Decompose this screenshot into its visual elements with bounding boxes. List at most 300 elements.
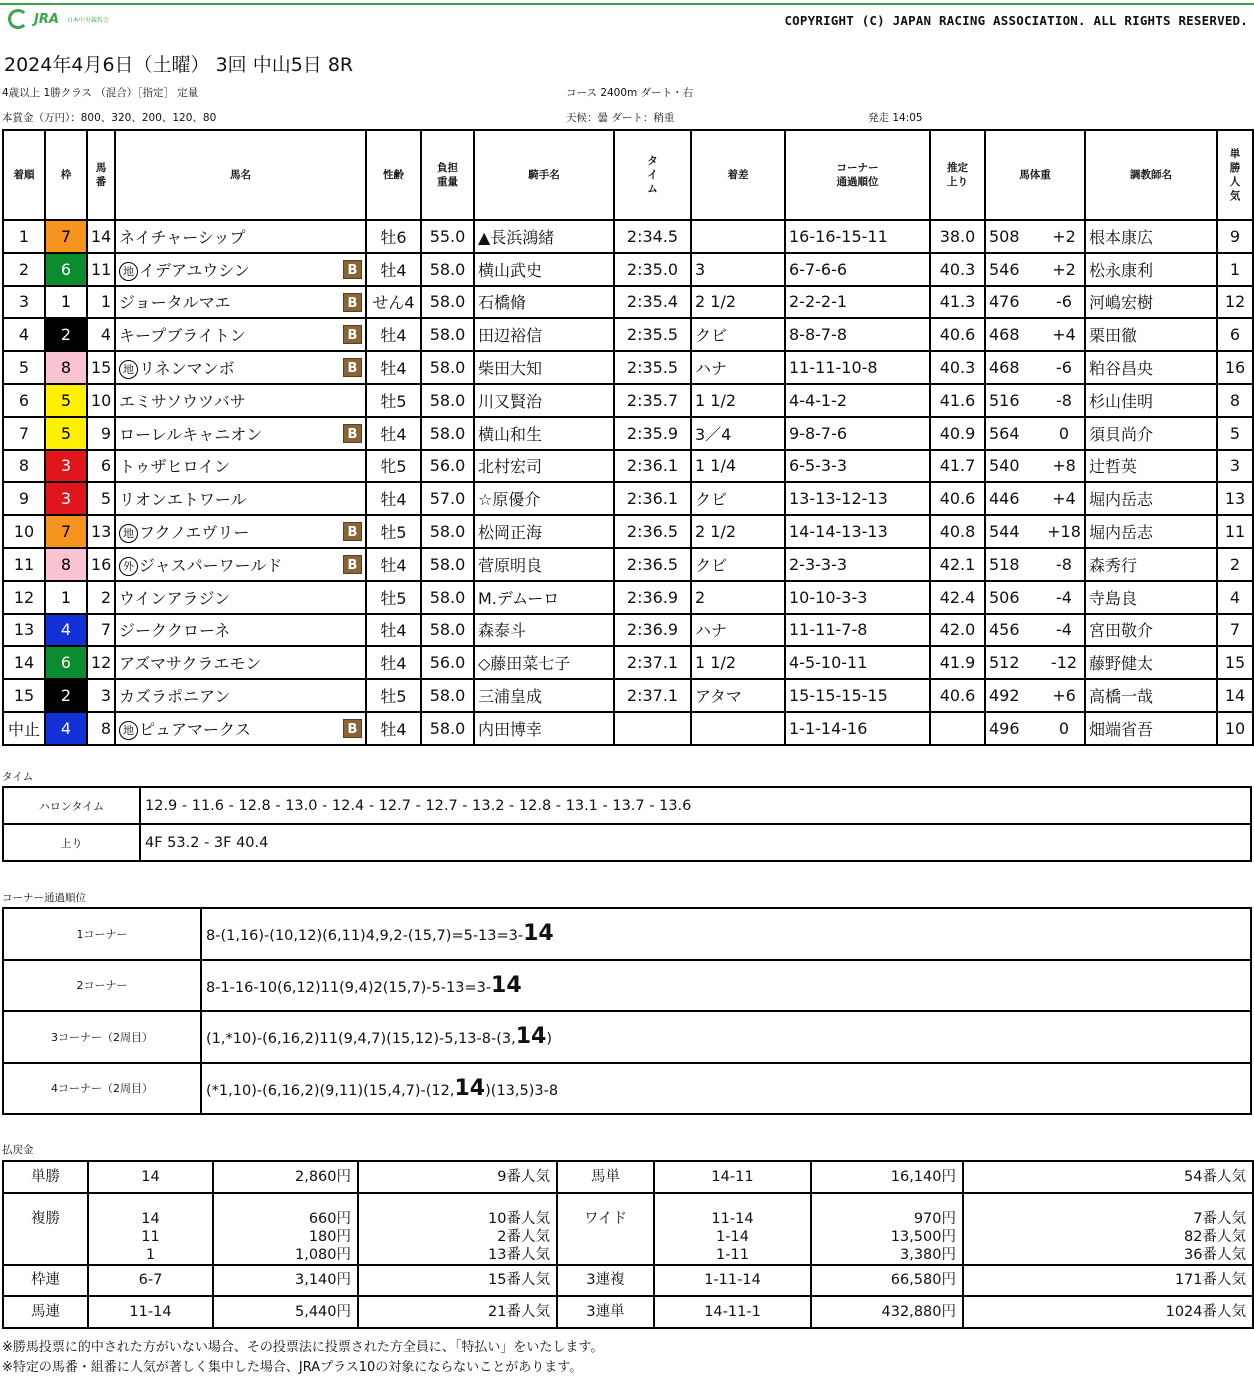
payout-row-3 (3, 1265, 1253, 1297)
waku-cell: 8 (45, 548, 87, 581)
payout-row-4 (3, 1296, 1253, 1328)
sex-age-cell: 牡4 (366, 417, 421, 450)
body-weight-cell (985, 712, 1085, 745)
body-weight-values (989, 424, 1081, 443)
jra-logo-icon (8, 9, 28, 29)
waku-cell: 1 (45, 286, 87, 319)
blinker-icon: B (343, 260, 362, 279)
horse-name: リオンエトワール (119, 490, 247, 510)
last3f-cell: 41.9 (930, 646, 985, 679)
result-row (3, 450, 1253, 483)
trainer-cell: 高橋一哉 (1085, 679, 1217, 712)
last-times: 4F 53.2 - 3F 40.4 (140, 824, 1251, 861)
waku-cell: 3 (45, 482, 87, 515)
body-weight-cell (985, 384, 1085, 417)
payout-notes (2, 1338, 603, 1378)
body-weight-values (989, 292, 1081, 311)
sex-age-cell: 牡4 (366, 253, 421, 286)
furlong-row (3, 787, 1251, 824)
body-weight-diff: +4 (1052, 325, 1076, 345)
body-weight-cell (985, 253, 1085, 286)
corner-cell: 6-5-3-3 (785, 450, 930, 483)
wide-amount: 13,500円 (890, 1228, 956, 1245)
result-row (3, 253, 1253, 286)
horse-name-cell (115, 351, 366, 384)
corner-label: 2コーナー (3, 960, 201, 1012)
horse-name-cell (115, 679, 366, 712)
wide-combo: 1-14 (716, 1228, 749, 1245)
last-label: 上り (3, 824, 140, 861)
weight-cell: 58.0 (421, 515, 474, 548)
body-weight-cell (985, 515, 1085, 548)
body-weight: 468 (989, 358, 1020, 378)
col-name: 馬名 (115, 130, 366, 220)
margin-cell: 2 (691, 581, 785, 614)
last3f-cell: 42.0 (930, 614, 985, 647)
fukusho-pop: 10番人気 (488, 1210, 550, 1227)
blinker-icon: B (343, 325, 362, 344)
blinker-icon: B (343, 424, 362, 443)
horse-number-cell: 12 (87, 646, 115, 679)
last3f-cell: 42.1 (930, 548, 985, 581)
sex-age-cell: 牡5 (366, 384, 421, 417)
jockey-cell: 菅原明良 (474, 548, 614, 581)
waku-cell: 5 (45, 417, 87, 450)
header-bar (0, 0, 1254, 40)
rank-cell: 15 (3, 679, 45, 712)
body-weight: 496 (989, 718, 1020, 738)
horse-number-cell: 15 (87, 351, 115, 384)
result-row (3, 515, 1253, 548)
weight-cell: 58.0 (421, 679, 474, 712)
body-weight-cell (985, 679, 1085, 712)
umatan-amount: 16,140円 (811, 1161, 963, 1193)
body-weight-values (989, 522, 1081, 541)
result-row (3, 351, 1253, 384)
body-weight-cell (985, 318, 1085, 351)
sanrenpuku-amount: 66,580円 (811, 1265, 963, 1297)
trainer-cell: 杉山佳明 (1085, 384, 1217, 417)
time-cell: 2:36.1 (614, 450, 691, 483)
trainer-cell: 宮田敬介 (1085, 614, 1217, 647)
horse-number-cell: 16 (87, 548, 115, 581)
furlong-label: ハロンタイム (3, 787, 140, 824)
time-cell: 2:36.5 (614, 515, 691, 548)
time-cell: 2:36.1 (614, 482, 691, 515)
copyright-notice: COPYRIGHT (C) JAPAN RACING ASSOCIATION. ALL RIGHTS RESERVED. (784, 13, 1248, 28)
winner-highlight: 14 (523, 921, 554, 947)
time-table (2, 786, 1252, 862)
body-weight: 492 (989, 686, 1020, 706)
rank-cell: 13 (3, 614, 45, 647)
result-row (3, 384, 1253, 417)
umaren-combo: 11-14 (88, 1296, 213, 1328)
weight-cell: 58.0 (421, 351, 474, 384)
rank-cell: 3 (3, 286, 45, 319)
body-weight-diff: +18 (1047, 522, 1081, 542)
body-weight-diff: +2 (1052, 226, 1076, 246)
horse-name: ピュアマークス (139, 719, 251, 739)
trainer-cell: 堀内岳志 (1085, 515, 1217, 548)
jockey-cell: 森泰斗 (474, 614, 614, 647)
sex-age-cell: 牡4 (366, 712, 421, 745)
corner-order-text: (1,*10)-(6,16,2)11(9,4,7)(15,12)-5,13-8-(3, (206, 1031, 516, 1048)
corner-cell: 14-14-13-13 (785, 515, 930, 548)
body-weight-cell (985, 220, 1085, 253)
horse-number-cell: 2 (87, 581, 115, 614)
weight-cell: 58.0 (421, 253, 474, 286)
weight-cell: 58.0 (421, 548, 474, 581)
col-num: 馬 番 (87, 130, 115, 220)
time-cell: 2:36.9 (614, 581, 691, 614)
sanrentan-combo: 14-11-1 (654, 1296, 811, 1328)
popularity-cell: 11 (1217, 515, 1253, 548)
wakuren-label: 枠連 (3, 1265, 88, 1297)
sex-age-cell: 牡5 (366, 581, 421, 614)
body-weight-diff: -6 (1056, 358, 1072, 378)
body-weight: 506 (989, 587, 1020, 607)
wide-pop: 36番人気 (1184, 1246, 1246, 1263)
logo-text: JRA (34, 11, 59, 27)
corner-row (3, 1011, 1251, 1063)
weight-cell: 58.0 (421, 581, 474, 614)
col-rank: 着順 (3, 130, 45, 220)
trainer-cell: 辻哲英 (1085, 450, 1217, 483)
waku-cell: 8 (45, 351, 87, 384)
col-bodyweight: 馬体重 (985, 130, 1085, 220)
sex-age-cell: 牡4 (366, 482, 421, 515)
margin-cell: 3／4 (691, 417, 785, 450)
margin-cell (691, 712, 785, 745)
popularity-cell: 13 (1217, 482, 1253, 515)
horse-name-cell (115, 515, 366, 548)
blinker-icon: B (343, 719, 362, 738)
rank-cell: 12 (3, 581, 45, 614)
corner-order-text: )(13,5)3-8 (485, 1082, 559, 1099)
horse-number-cell: 6 (87, 450, 115, 483)
winner-highlight: 14 (454, 1075, 486, 1101)
corner-cell: 2-3-3-3 (785, 548, 930, 581)
umatan-combo: 14-11 (654, 1161, 811, 1193)
result-row (3, 220, 1253, 253)
body-weight-diff: +8 (1052, 456, 1076, 476)
horse-name: フクノエヴリー (139, 523, 250, 543)
winner-highlight: 14 (515, 1024, 547, 1050)
jockey-cell: 横山武史 (474, 253, 614, 286)
jockey-cell: ▲長浜鴻緒 (474, 220, 614, 253)
origin-mark: 地 (119, 360, 138, 379)
horse-name: トゥザヒロイン (119, 457, 231, 477)
body-weight: 468 (989, 325, 1020, 345)
corner-cell: 4-4-1-2 (785, 384, 930, 417)
body-weight-diff: -4 (1056, 587, 1072, 607)
last3f-cell: 38.0 (930, 220, 985, 253)
margin-cell: 3 (691, 253, 785, 286)
sanrentan-label: 3連単 (557, 1296, 654, 1328)
horse-name-cell (115, 482, 366, 515)
rank-cell: 5 (3, 351, 45, 384)
result-row (3, 614, 1253, 647)
time-cell: 2:37.1 (614, 646, 691, 679)
winner-highlight: 14 (491, 972, 522, 998)
popularity-cell: 7 (1217, 614, 1253, 647)
horse-name-cell (115, 417, 366, 450)
margin-cell: クビ (691, 482, 785, 515)
rank-cell: 10 (3, 515, 45, 548)
fukusho-combo: 14 (141, 1210, 160, 1227)
popularity-cell: 1 (1217, 253, 1253, 286)
waku-cell: 5 (45, 384, 87, 417)
trainer-cell: 堀内岳志 (1085, 482, 1217, 515)
jockey-cell: 柴田大知 (474, 351, 614, 384)
fukusho-pop: 13番人気 (488, 1246, 550, 1263)
horse-number-cell: 9 (87, 417, 115, 450)
body-weight-diff: +2 (1052, 259, 1076, 279)
col-trainer: 調教師名 (1085, 130, 1217, 220)
horse-name-cell (115, 253, 366, 286)
body-weight-cell (985, 581, 1085, 614)
jra-logo (8, 9, 109, 29)
weight-cell: 58.0 (421, 417, 474, 450)
horse-number-cell: 1 (87, 286, 115, 319)
corner-order (201, 1011, 1251, 1063)
tansho-amount: 2,860円 (213, 1161, 358, 1193)
trainer-cell: 藤野健太 (1085, 646, 1217, 679)
jockey-cell: 内田博幸 (474, 712, 614, 745)
corner-label: 4コーナー（2周目） (3, 1063, 201, 1115)
horse-name: ネイチャーシップ (119, 227, 246, 247)
horse-name-cell (115, 220, 366, 253)
corner-order (201, 960, 1251, 1012)
horse-name: イデアユウシン (139, 260, 250, 280)
fukusho-pop: 2番人気 (497, 1228, 550, 1245)
blinker-icon: B (343, 358, 362, 377)
time-cell: 2:34.5 (614, 220, 691, 253)
wide-combo: 1-11 (716, 1246, 749, 1263)
sex-age-cell: 牡5 (366, 515, 421, 548)
jockey-cell: 田辺裕信 (474, 318, 614, 351)
horse-name: ウインアラジン (119, 588, 231, 608)
wide-pops (963, 1193, 1253, 1265)
sex-age-cell: 牡6 (366, 220, 421, 253)
body-weight-cell (985, 614, 1085, 647)
col-sexage: 性齢 (366, 130, 421, 220)
corner-cell: 11-11-7-8 (785, 614, 930, 647)
sanrentan-amount: 432,880円 (811, 1296, 963, 1328)
horse-number-cell: 14 (87, 220, 115, 253)
waku-cell: 4 (45, 712, 87, 745)
trainer-cell: 根本康広 (1085, 220, 1217, 253)
body-weight-diff: 0 (1058, 423, 1070, 443)
wide-label: ワイド (557, 1193, 654, 1265)
time-cell: 2:35.7 (614, 384, 691, 417)
trainer-cell: 松永康利 (1085, 253, 1217, 286)
time-cell: 2:37.1 (614, 679, 691, 712)
last3f-cell: 40.9 (930, 417, 985, 450)
fukusho-combos (88, 1193, 213, 1265)
popularity-cell: 12 (1217, 286, 1253, 319)
horse-number-cell: 10 (87, 384, 115, 417)
body-weight: 512 (989, 653, 1020, 673)
waku-cell: 6 (45, 646, 87, 679)
horse-name: エミサソウツバサ (119, 391, 246, 411)
waku-cell: 1 (45, 581, 87, 614)
trainer-cell: 森秀行 (1085, 548, 1217, 581)
col-margin: 着差 (691, 130, 785, 220)
jockey-cell: 北村宏司 (474, 450, 614, 483)
corner-order-text: (*1,10)-(6,16,2)(9,11)(15,4,7)-(12, (206, 1082, 455, 1099)
margin-cell: ハナ (691, 351, 785, 384)
result-row (3, 482, 1253, 515)
last3f-cell: 41.6 (930, 384, 985, 417)
horse-number-cell: 8 (87, 712, 115, 745)
corner-label: 3コーナー（2周目） (3, 1011, 201, 1063)
payout-row-2 (3, 1193, 1253, 1265)
margin-cell: ハナ (691, 614, 785, 647)
result-row (3, 286, 1253, 319)
horse-number-cell: 3 (87, 679, 115, 712)
sanrenpuku-pop: 171番人気 (963, 1265, 1253, 1297)
body-weight-values (989, 456, 1081, 475)
horse-name-cell (115, 286, 366, 319)
corner-cell: 16-16-15-11 (785, 220, 930, 253)
horse-name: リネンマンボ (139, 359, 235, 379)
wakuren-pop: 15番人気 (358, 1265, 557, 1297)
trainer-cell: 粕谷昌央 (1085, 351, 1217, 384)
sex-age-cell: 牡4 (366, 548, 421, 581)
col-waku: 枠 (45, 130, 87, 220)
time-cell: 2:35.0 (614, 253, 691, 286)
origin-mark: 地 (119, 721, 138, 740)
body-weight-diff: -6 (1056, 292, 1072, 312)
wide-combos (654, 1193, 811, 1265)
trainer-cell: 須貝尚介 (1085, 417, 1217, 450)
corner-order-text: 8-1-16-10(6,12)11(9,4)2(15,7)-5-13=3- (206, 979, 492, 996)
sanrenpuku-label: 3連複 (557, 1265, 654, 1297)
trainer-cell: 畑端省吾 (1085, 712, 1217, 745)
race-condition: 4歳以上 1勝クラス （混合）［指定］ 定量 (2, 87, 199, 99)
origin-mark: 外 (119, 557, 138, 576)
last3f-cell: 41.3 (930, 286, 985, 319)
popularity-cell: 15 (1217, 646, 1253, 679)
trainer-cell: 栗田徹 (1085, 318, 1217, 351)
body-weight-diff: -12 (1050, 653, 1078, 673)
body-weight-values (989, 686, 1081, 705)
time-cell: 2:35.4 (614, 286, 691, 319)
popularity-cell: 14 (1217, 679, 1253, 712)
result-row (3, 581, 1253, 614)
result-row (3, 548, 1253, 581)
margin-cell: クビ (691, 318, 785, 351)
horse-number-cell: 4 (87, 318, 115, 351)
waku-cell: 3 (45, 450, 87, 483)
race-weather: 天候：曇 ダート：稍重 (566, 112, 675, 124)
weight-cell: 58.0 (421, 318, 474, 351)
horse-number-cell: 7 (87, 614, 115, 647)
payout-section-label: 払戻金 (2, 1144, 34, 1156)
note-line: ※特定の馬番・組番に人気が著しく集中した場合、JRAプラス10の対象にならないことがあります。 (2, 1360, 583, 1375)
header-divider (0, 3, 1254, 5)
sex-age-cell: 牡4 (366, 614, 421, 647)
rank-cell: 2 (3, 253, 45, 286)
body-weight: 544 (989, 522, 1020, 542)
rank-cell: 中止 (3, 712, 45, 745)
time-cell: 2:36.5 (614, 548, 691, 581)
horse-name: アズマサクラエモン (119, 654, 262, 674)
horse-name: カズラポニアン (119, 687, 231, 707)
col-last3f: 推定 上り (930, 130, 985, 220)
body-weight-values (989, 555, 1081, 574)
horse-name-cell (115, 318, 366, 351)
corner-row (3, 960, 1251, 1012)
body-weight-values (989, 260, 1081, 279)
sanrentan-pop: 1024番人気 (963, 1296, 1253, 1328)
jockey-cell: 石橋脩 (474, 286, 614, 319)
body-weight-values (989, 620, 1081, 639)
tansho-pop: 9番人気 (358, 1161, 557, 1193)
margin-cell (691, 220, 785, 253)
time-cell: 2:35.9 (614, 417, 691, 450)
weight-cell: 55.0 (421, 220, 474, 253)
corner-section-label: コーナー通過順位 (2, 892, 86, 904)
last-row (3, 824, 1251, 861)
time-section-label: タイム (2, 771, 34, 783)
trainer-cell: 寺島良 (1085, 581, 1217, 614)
horse-name: ジョータルマエ (119, 293, 231, 313)
popularity-cell: 9 (1217, 220, 1253, 253)
body-weight-cell (985, 417, 1085, 450)
jockey-cell: 川又賢治 (474, 384, 614, 417)
wide-amount: 970円 (913, 1210, 956, 1227)
fukusho-label: 複勝 (3, 1193, 88, 1265)
corner-cell: 13-13-12-13 (785, 482, 930, 515)
corner-table (2, 907, 1252, 1115)
waku-cell: 7 (45, 515, 87, 548)
horse-name-cell (115, 450, 366, 483)
logo-subtext: 日本中央競馬会 (66, 16, 109, 24)
umatan-pop: 54番人気 (963, 1161, 1253, 1193)
horse-name: キープブライトン (119, 326, 246, 346)
margin-cell: クビ (691, 548, 785, 581)
corner-order-text: 8-(1,16)-(10,12)(6,11)4,9,2-(15,7)=5-13=3- (206, 928, 524, 945)
sanrenpuku-combo: 1-11-14 (654, 1265, 811, 1297)
horse-name-cell (115, 384, 366, 417)
corner-cell: 15-15-15-15 (785, 679, 930, 712)
margin-cell: 1 1/4 (691, 450, 785, 483)
body-weight: 518 (989, 554, 1020, 574)
waku-cell: 7 (45, 220, 87, 253)
wakuren-combo: 6-7 (88, 1265, 213, 1297)
jockey-cell: 松岡正海 (474, 515, 614, 548)
wide-pop: 82番人気 (1184, 1228, 1246, 1245)
margin-cell: 1 1/2 (691, 646, 785, 679)
corner-cell: 2-2-2-1 (785, 286, 930, 319)
weight-cell: 58.0 (421, 712, 474, 745)
margin-cell: アタマ (691, 679, 785, 712)
origin-mark: 地 (119, 262, 138, 281)
note-line: ※勝馬投票に的中された方がいない場合、その投票法に投票された方全員に、「特払い」をいたします。 (2, 1340, 604, 1355)
body-weight-diff: -8 (1056, 554, 1072, 574)
body-weight: 446 (989, 489, 1020, 509)
rank-cell: 6 (3, 384, 45, 417)
last3f-cell: 42.4 (930, 581, 985, 614)
corner-cell: 6-7-6-6 (785, 253, 930, 286)
payout-table (2, 1160, 1254, 1329)
jockey-cell: 三浦皇成 (474, 679, 614, 712)
horse-number-cell: 13 (87, 515, 115, 548)
horse-name-cell (115, 614, 366, 647)
last3f-cell: 40.3 (930, 253, 985, 286)
